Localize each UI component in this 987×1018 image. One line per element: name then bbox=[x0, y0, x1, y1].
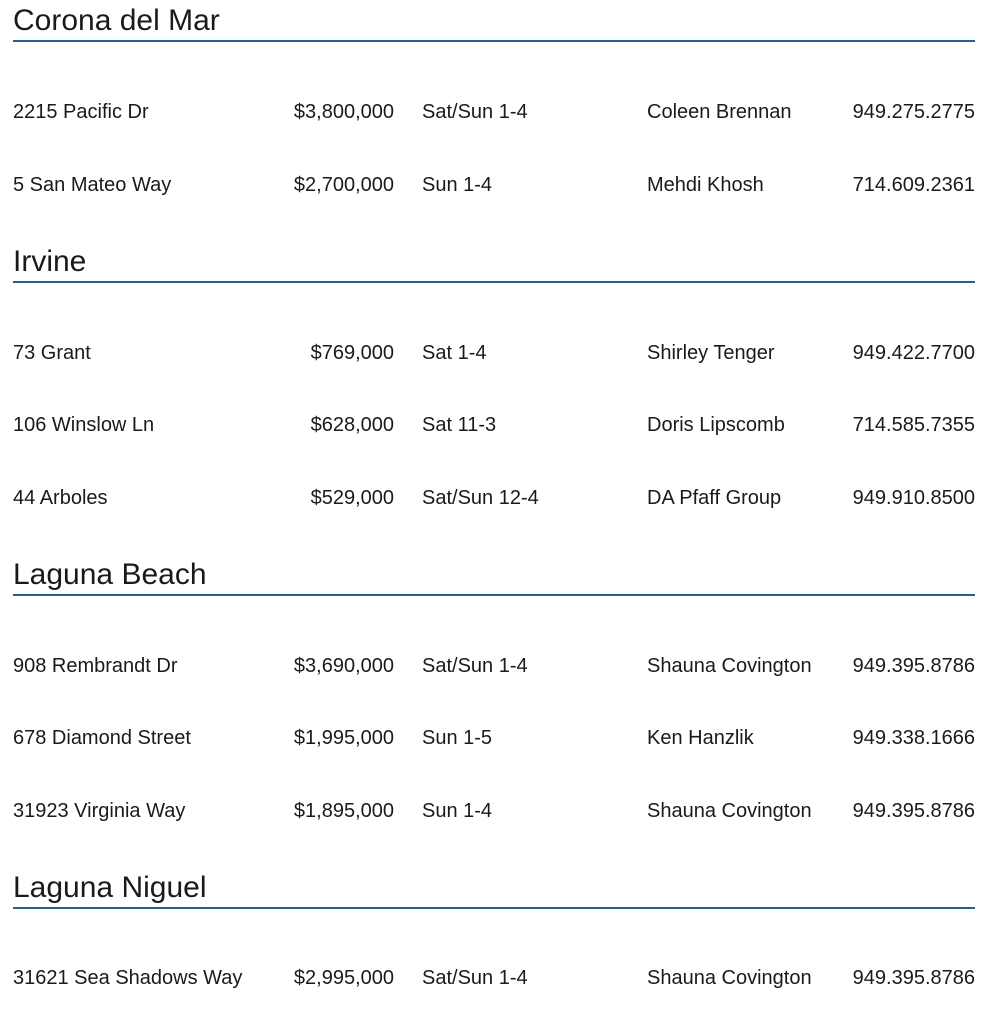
listing-phone: 714.609.2361 bbox=[852, 174, 975, 196]
listing-address: 678 Diamond Street bbox=[13, 727, 191, 749]
listing-agent: Doris Lipscomb bbox=[647, 414, 785, 436]
listing-price: $628,000 bbox=[310, 414, 394, 436]
listing-phone: 949.338.1666 bbox=[852, 727, 975, 749]
listing-row bbox=[13, 412, 975, 438]
section-header-laguna-niguel bbox=[13, 867, 975, 909]
listing-open-hours: Sun 1-4 bbox=[422, 800, 493, 822]
listing-phone: 714.585.7355 bbox=[852, 414, 975, 436]
listing-open-hours: Sat/Sun 1-4 bbox=[422, 655, 528, 677]
listing-open-hours: Sat/Sun 12-4 bbox=[422, 487, 539, 509]
listing-address: 31923 Virginia Way bbox=[13, 800, 186, 822]
section-divider bbox=[13, 40, 975, 42]
listing-agent: Shauna Covington bbox=[647, 967, 812, 989]
listing-row bbox=[13, 340, 975, 366]
listing-agent: Mehdi Khosh bbox=[647, 174, 764, 196]
listing-row bbox=[13, 485, 975, 511]
listing-agent: Shauna Covington bbox=[647, 800, 812, 822]
section-divider bbox=[13, 907, 975, 909]
listing-agent: Shirley Tenger bbox=[647, 342, 775, 364]
listing-price: $2,700,000 bbox=[293, 174, 394, 196]
listing-price: $769,000 bbox=[310, 342, 394, 364]
listing-open-hours: Sat/Sun 1-4 bbox=[422, 967, 528, 989]
listing-price: $529,000 bbox=[310, 487, 394, 509]
listing-row bbox=[13, 798, 975, 824]
listing-agent: Shauna Covington bbox=[647, 655, 812, 677]
listing-open-hours: Sat 1-4 bbox=[422, 342, 487, 364]
listing-open-hours: Sat/Sun 1-4 bbox=[422, 101, 528, 123]
section-header-irvine bbox=[13, 241, 975, 283]
listing-agent: Coleen Brennan bbox=[647, 101, 792, 123]
listing-address: 31621 Sea Shadows Way bbox=[13, 967, 243, 989]
listing-phone: 949.422.7700 bbox=[852, 342, 975, 364]
listing-address: 2215 Pacific Dr bbox=[13, 101, 149, 123]
listing-address: 106 Winslow Ln bbox=[13, 414, 155, 436]
listing-price: $1,995,000 bbox=[293, 727, 394, 749]
section-header-corona-del-mar bbox=[13, 0, 975, 42]
listing-row bbox=[13, 653, 975, 679]
listing-address: 73 Grant bbox=[13, 342, 91, 364]
section-title: Laguna Niguel bbox=[13, 871, 207, 904]
section-title: Corona del Mar bbox=[13, 4, 220, 37]
listing-price: $1,895,000 bbox=[293, 800, 394, 822]
listing-phone: 949.275.2775 bbox=[852, 101, 975, 123]
listing-phone: 949.395.8786 bbox=[852, 800, 975, 822]
section-title: Irvine bbox=[13, 245, 87, 278]
section-divider bbox=[13, 594, 975, 596]
listing-open-hours: Sun 1-5 bbox=[422, 727, 493, 749]
listing-open-hours: Sun 1-4 bbox=[422, 174, 493, 196]
listing-price: $3,800,000 bbox=[293, 101, 394, 123]
section-header-laguna-beach bbox=[13, 554, 975, 596]
listing-row bbox=[13, 725, 975, 751]
listing-phone: 949.910.8500 bbox=[852, 487, 975, 509]
listing-price: $2,995,000 bbox=[293, 967, 394, 989]
listing-address: 44 Arboles bbox=[13, 487, 108, 509]
section-title: Laguna Beach bbox=[13, 558, 207, 591]
listing-agent: Ken Hanzlik bbox=[647, 727, 754, 749]
listing-row bbox=[13, 965, 975, 991]
listing-address: 908 Rembrandt Dr bbox=[13, 655, 178, 677]
listing-address: 5 San Mateo Way bbox=[13, 174, 172, 196]
listing-price: $3,690,000 bbox=[293, 655, 394, 677]
listing-phone: 949.395.8786 bbox=[852, 655, 975, 677]
listing-phone: 949.395.8786 bbox=[852, 967, 975, 989]
listing-row bbox=[13, 99, 975, 125]
listing-row bbox=[13, 172, 975, 198]
listing-open-hours: Sat 11-3 bbox=[422, 414, 497, 436]
listing-agent: DA Pfaff Group bbox=[647, 487, 782, 509]
section-divider bbox=[13, 281, 975, 283]
